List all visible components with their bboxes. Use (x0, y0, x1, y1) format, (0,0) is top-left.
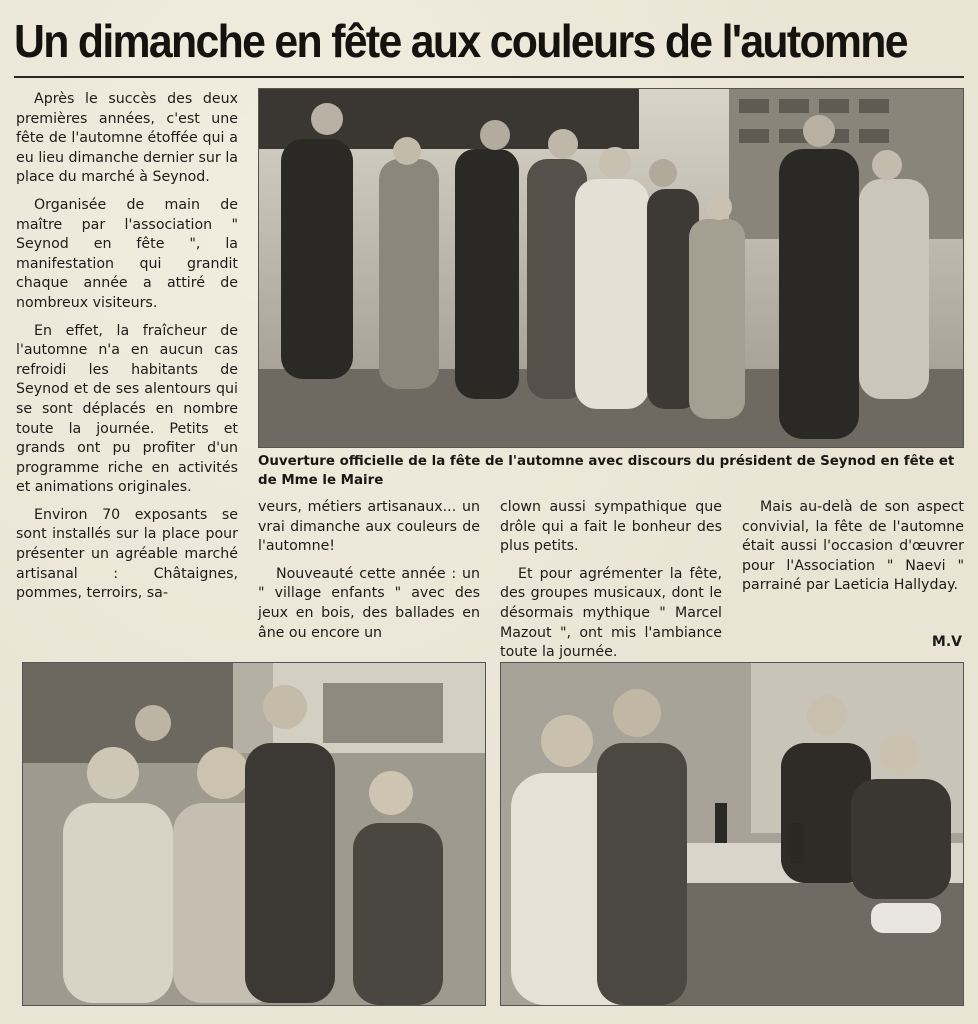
headline: Un dimanche en fête aux couleurs de l'automne (14, 15, 907, 67)
paragraph: En effet, la fraîcheur de l'automne n'a en aucun cas refroidi les habitants de Seynod et de ses alentours qui se sont déplacés en nombre toute la journée. Petits et grands ont pu profiter d'un programme riche en activités et animations originales. (16, 322, 238, 496)
photo-officials-group (258, 88, 964, 448)
paragraph: Et pour agrémenter la fête, des groupes musicaux, dont le désormais mythique " Marcel Mazout ", ont mis l'ambiance toute la journée. (500, 565, 722, 661)
article-column-2 (258, 498, 480, 651)
photo-caption: Ouverture officielle de la fête de l'automne avec discours du président de Seynod en fête et de Mme le Maire (258, 454, 955, 488)
paragraph: clown aussi sympathique que drôle qui a fait le bonheur des plus petits. (500, 499, 722, 555)
paragraph: Environ 70 exposants se sont installés sur la place pour présenter un agréable marché artisanal : Châtaignes, pommes, terroirs, sa- (16, 506, 238, 602)
paragraph: Après le succès des deux premières années, c'est une fête de l'automne étoffée qui a eu lieu dimanche dernier sur la place du marché à Seynod. (16, 91, 238, 186)
paragraph: Nouveauté cette année : un " village enfants " avec des jeux en bois, des ballades en âne ou encore un (258, 565, 480, 641)
headline-rule (14, 76, 964, 78)
paragraph: Organisée de main de maître par l'association " Seynod en fête ", la manifestation qui grandit chaque année a attiré de nombreux visiteurs. (16, 196, 238, 311)
photo-children (22, 662, 486, 1006)
author-signature: M.V (931, 634, 962, 650)
photo-wine-stand (500, 662, 964, 1006)
paragraph: Mais au-delà de son aspect convivial, la fête de l'automne était aussi l'occasion d'œuvrer pour l'Association " Naevi " parrainé par Laeticia Hallyday. (742, 499, 964, 594)
paragraph: veurs, métiers artisanaux... un vrai dimanche aux couleurs de l'automne! (258, 499, 480, 555)
article-column-3 (500, 498, 722, 671)
article-column-4 (742, 498, 964, 604)
article-column-1 (16, 90, 238, 612)
